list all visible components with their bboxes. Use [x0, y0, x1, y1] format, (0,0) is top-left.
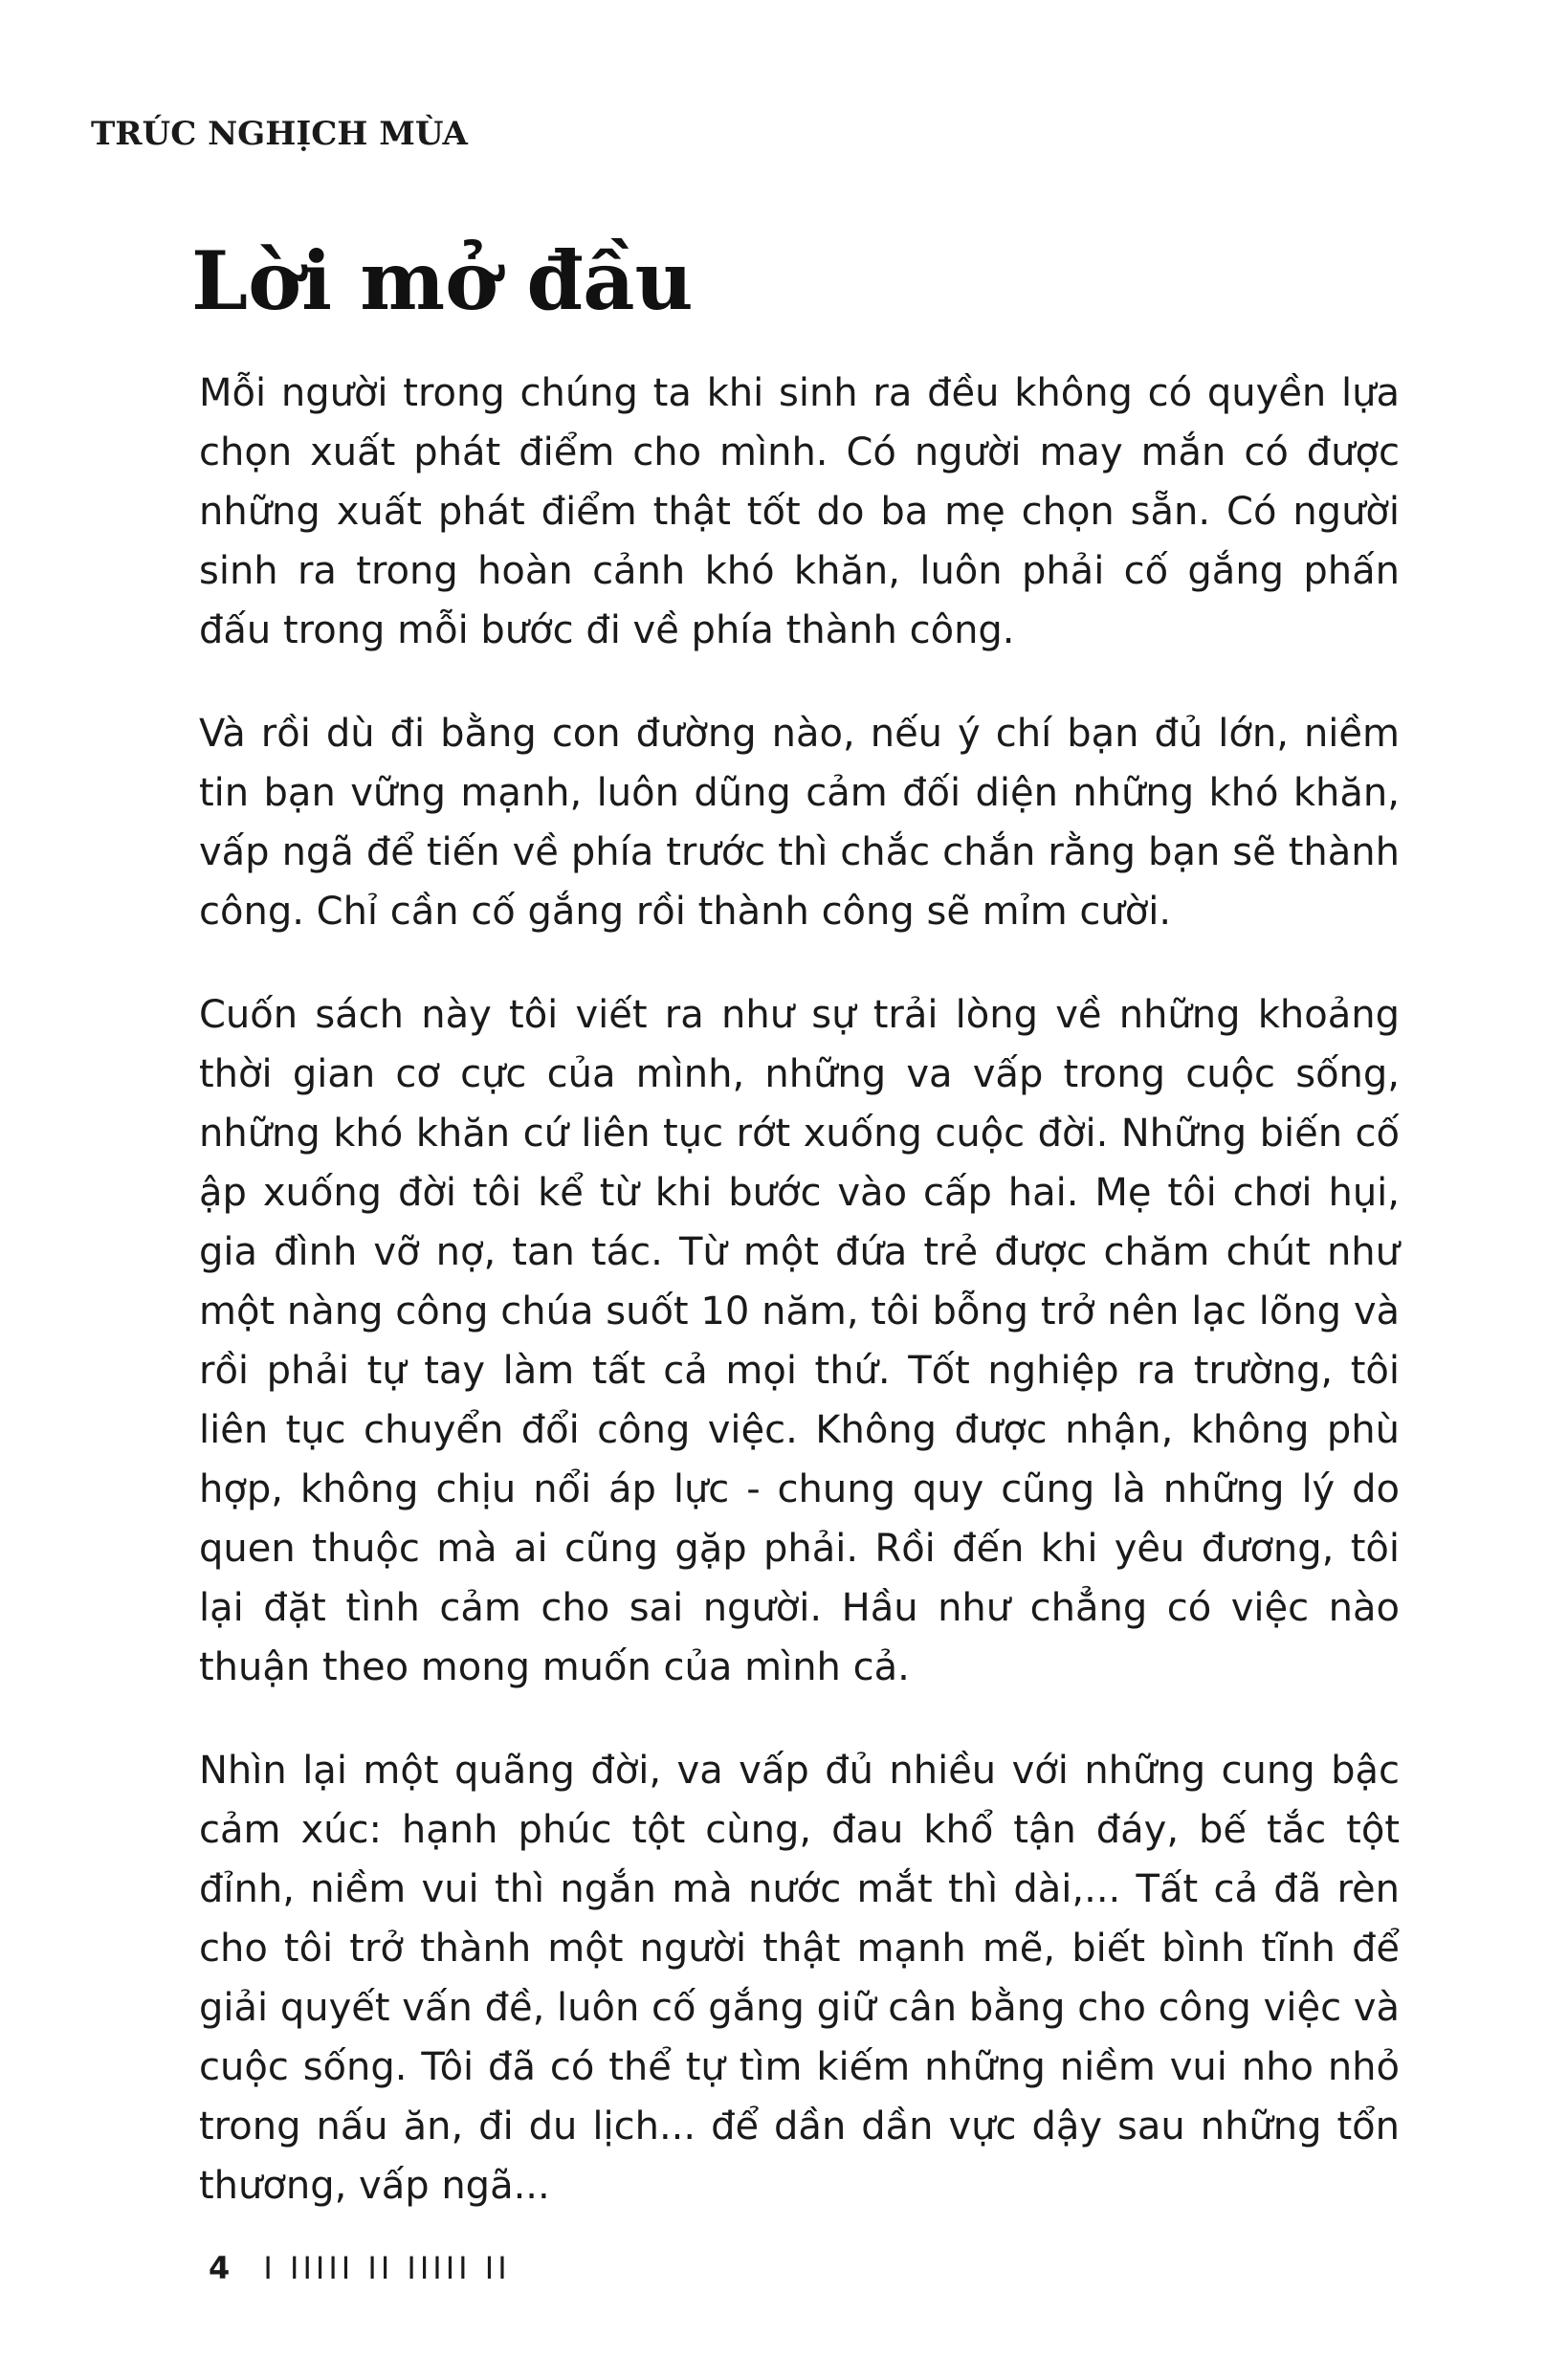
chapter-title: Lời mở đầu — [191, 233, 694, 328]
paragraph-1: Mỗi người trong chúng ta khi sinh ra đều không có quyền lựa chọn xuất phát điểm cho mình. Có người may mắn có được những xuất phát điểm thật tốt do ba mẹ chọn sẵn. Có người sinh ra trong hoàn cảnh khó khăn, luôn phải cố gắng phấn đấu trong mỗi bước đi về phía thành công. — [199, 371, 1400, 652]
page-footer — [209, 2250, 511, 2286]
paragraph-3: Cuốn sách này tôi viết ra như sự trải lòng về những khoảng thời gian cơ cực của mình, những va vấp trong cuộc sống, những khó khăn cứ liên tục rớt xuống cuộc đời. Những biến cố ập xuống đời tôi kể từ khi bước vào cấp hai. Mẹ tôi chơi hụi, gia đình vỡ nợ, tan tác. Từ một đứa trẻ được chăm chút như một nàng công chúa suốt 10 năm, tôi bỗng trở nên lạc lõng và rồi phải tự tay làm tất cả mọi thứ. Tốt nghiệp ra trường, tôi liên tục chuyển đổi công việc. Không được nhận, không phù hợp, không chịu nổi áp lực - chung quy cũng là những lý do quen thuộc mà ai cũng gặp phải. Rồi đến khi yêu đương, tôi lại đặt tình cảm cho sai người. Hầu như chẳng có việc nào thuận theo mong muốn của mình cả. — [199, 993, 1400, 1689]
paragraph-2: Và rồi dù đi bằng con đường nào, nếu ý chí bạn đủ lớn, niềm tin bạn vững mạnh, luôn dũng cảm đối diện những khó khăn, vấp ngã để tiến về phía trước thì chắc chắn rằng bạn sẽ thành công. Chỉ cần cố gắng rồi thành công sẽ mỉm cười. — [199, 712, 1400, 934]
running-header: TRÚC NGHỊCH MÙA — [91, 115, 468, 153]
footer-ornament: I IIIII II IIIII II — [263, 2250, 511, 2286]
page-number: 4 — [209, 2250, 231, 2286]
body-text — [199, 364, 1400, 2259]
paragraph-4: Nhìn lại một quãng đời, va vấp đủ nhiều với những cung bậc cảm xúc: hạnh phúc tột cùng, đau khổ tận đáy, bế tắc tột đỉnh, niềm vui thì ngắn mà nước mắt thì dài,... Tất cả đã rèn cho tôi trở thành một người thật mạnh mẽ, biết bình tĩnh để giải quyết vấn đề, luôn cố gắng giữ cân bằng cho công việc và cuộc sống. Tôi đã có thể tự tìm kiếm những niềm vui nho nhỏ trong nấu ăn, đi du lịch... để dần dần vực dậy sau những tổn thương, vấp ngã... — [199, 1749, 1400, 2208]
